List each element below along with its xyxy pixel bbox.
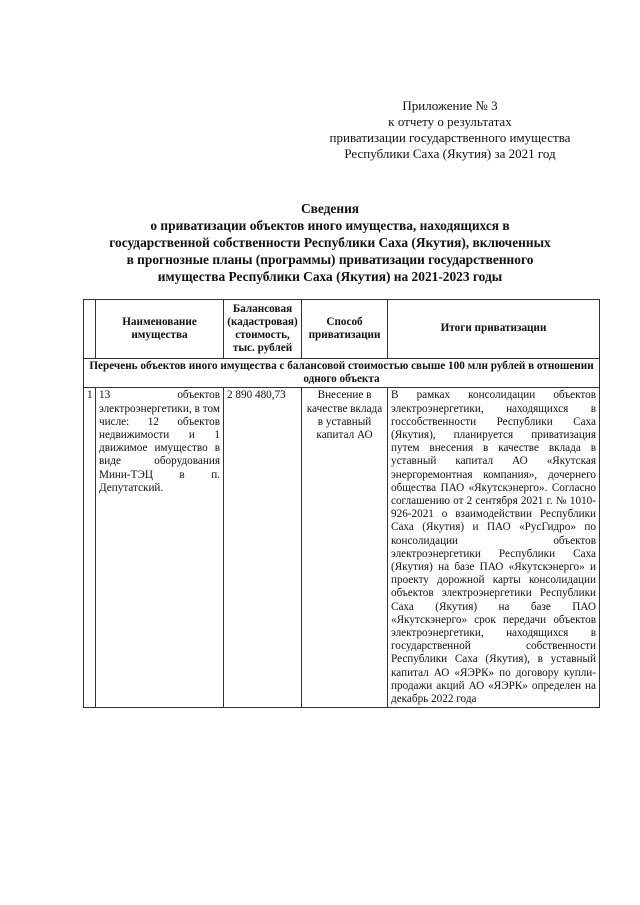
section-row xyxy=(84,359,600,388)
header-name: Наименование имущества xyxy=(96,300,224,359)
appendix-line: Республики Саха (Якутия) за 2021 год xyxy=(344,146,556,161)
row-name: 13 объектов электроэнергетики, в том числе: 12 объектов недвижимости и 1 движимое имущество в виде оборудования Мини-ТЭЦ в п. Депутатский. xyxy=(96,388,224,708)
table-header-row xyxy=(84,300,600,359)
header-num xyxy=(84,300,96,359)
header-method: Способ приватизации xyxy=(302,300,388,359)
appendix-line: Приложение № 3 xyxy=(402,98,498,113)
title-line: в прогнозные планы (программы) приватизации государственного xyxy=(126,252,534,267)
appendix-line: к отчету о результатах xyxy=(388,114,512,129)
header-result: Итоги приватизации xyxy=(388,300,600,359)
title-line: о приватизации объектов иного имущества, находящихся в xyxy=(150,218,510,233)
row-num: 1 xyxy=(84,388,96,708)
document-title xyxy=(80,200,580,285)
appendix-line: приватизации государственного имущества xyxy=(329,130,571,145)
row-method: Внесение в качестве вклада в уставный капитал АО xyxy=(302,388,388,708)
title-line: Сведения xyxy=(300,201,360,216)
header-value: Балансовая (кадастровая) стоимость, тыс. рублей xyxy=(224,300,302,359)
title-line: имущества Республики Саха (Якутия) на 2021-2023 годы xyxy=(157,269,503,284)
table-row xyxy=(84,388,600,708)
title-line: государственной собственности Республики Саха (Якутия), включенных xyxy=(109,235,551,250)
privatization-table xyxy=(83,299,600,708)
section-title: Перечень объектов иного имущества с балансовой стоимостью свыше 100 млн рублей в отношении одного объекта xyxy=(84,359,600,388)
appendix-header xyxy=(300,98,600,162)
row-value: 2 890 480,73 xyxy=(224,388,302,708)
row-result: В рамках консолидации объектов электроэнергетики, находящихся в госсобственности Республики Саха (Якутия), планируется приватизация путем внесения в качестве вклада в уставный капитал АО «Якутская энергоремонтная компания», дочернего общества ПАО «Якутскэнерго». Согласно соглашению от 2 сентября 2021 г. № 1010-926-2021 о взаимодействии Республики Саха (Якутия) и ПАО «РусГидро» по консолидации объектов электроэнергетики Республики Саха (Якутия) на базе ПАО «Якутскэнерго» и проекту дорожной карты консолидации объектов электроэнергетики Республики Саха (Якутия) на базе ПАО «Якутскэнерго» срок передачи объектов электроэнергетики, находящихся в государственной собственности Республики Саха (Якутия), в уставный капитал АО «ЯЭРК» по договору купли-продажи акций АО «ЯЭРК» определен на декабрь 2022 года xyxy=(388,388,600,708)
